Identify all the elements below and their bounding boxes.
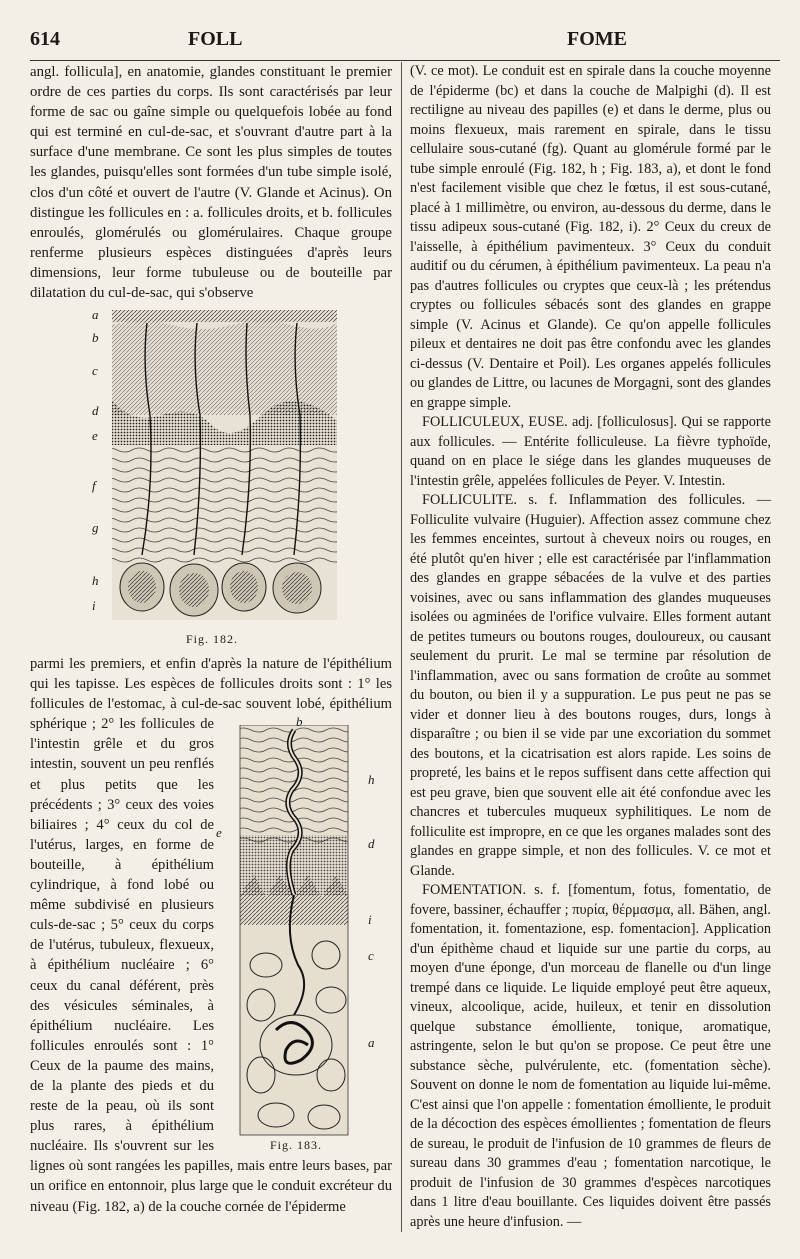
column-divider (401, 62, 402, 1232)
figure-182-illustration (102, 305, 342, 630)
page-number: 614 (30, 28, 60, 50)
fig182-label-c: c (92, 363, 98, 378)
fig183-label-b: b (296, 714, 303, 729)
fig182-label-h: h (92, 573, 99, 588)
fig182-label-d: d (92, 403, 99, 418)
fig183-label-d: d (368, 836, 375, 851)
left-header-word: FOLL (188, 28, 243, 50)
fig183-label-c: c (368, 948, 374, 963)
fig182-label-g: g (92, 520, 99, 535)
entry-folliculeux: FOLLICULEUX, EUSE. adj. [folliculosus]. Qui se rapporte aux follicules. — Entérite folliculeuse. La fièvre typhoïde, quand on en place le siége dans les glandes muqueuses de l'intestin grêle, appelées follicules de Peyer. V. Intestin. (410, 414, 771, 489)
fig183-label-i: i (368, 912, 372, 927)
paragraph: angl. follicula], en anatomie, glandes constituant le premier ordre de ces parties du corps. Ils sont caractérisés par leur forme de sac ou gaîne simple ou quelquefois lobée au fond qui est terminé en cul-de-sac, et s'ouvrant d'autre part à la surface d'une membrane. Ce sont les plus simples de toutes les glandes, puisqu'elles sont formées d'un tube simple isolé, clos d'un côté et ouvert de l'autre (V. Glande et Acinus). On distingue les follicules en : a. follicules droits, et b. follicules enroulés, glomérulés ou glomérulaires. Chaque groupe renferme plusieurs espèces distinguées d'après leurs dimensions, leur forme tubuleuse ou de bouteille par dilatation du cul-de-sac, qui s'observe (30, 64, 392, 302)
fig182-label-b: b (92, 330, 99, 345)
fig182-label-a: a (92, 307, 99, 322)
fig182-caption: Fig. 182. (186, 632, 239, 646)
entry-fomentation: FOMENTATION. s. f. [fomentum, fotus, fomentatio, de fovere, bassiner, échauffer ; πυρία, θέρμασμα, all. Bähen, angl. fomentation, it. fomentazione, esp. fomentacion]. Application d'un épithème chaud et liquide sur une partie du corps, au moyen d'une éponge, d'un morceau de flanelle ou d'un linge trempé dans ce liquide. Le liquide employé peut être aqueux, vineux, alcoolique, acide, huileux, et tenir en dissolution quelque substance émolliente, tonique, aromatique, astringente, selon le but qu'on se propose. Ce peut être une substance sèche, pulvérulente, etc. (fomentation sèche). Souvent on donne le nom de fomentation au liquide lui-même. C'est ainsi que l'on appelle : fomentation émolliente, le produit de la décoction des espèces émollientes ; fomentation de fleurs de sureau, le produit de l'infusion de 10 grammes de fleurs de sureau dans 30 grammes d'eau ; fomentation narcotique, le produit de l'infusion de 30 grammes d'espèces narcotiques dans 1 litre d'eau bouillante. Ces liquides doivent être passés après une heure d'infusion. — (410, 882, 771, 1230)
fig183-label-h: h (368, 772, 375, 787)
fig182-label-i: i (92, 598, 96, 613)
figure-183-illustration (236, 725, 368, 1140)
left-column-top (30, 62, 392, 303)
paragraph: parmi les premiers, et enfin d'après la nature de l'épithélium qui les tapisse. Les espèces de follicules droits sont : 1° les follicules de l'estomac, à cul-de-sac souvent lobé, épithélium sphérique ; 2° les follicules de l'intestin grêle et du gros intestin, souvent un peu renflés et plus petits que les précédents ; 3° ceux des voies biliaires ; 4° ceux du col de l'utérus, larges, en forme de bouteille, à épithélium cylindrique, à fond lobé ou même subdivisé en plusieurs culs-de-sac ; 5° ceux du corps de l'utérus, tubuleux, flexueux, à épithélium nucléaire ; 6° ceux du canal déférent, près des vésicules séminales, à épithélium nucléaire. Les follicules enroulés sont : 1° Ceux de la paume des mains, de la plante des pieds et du reste de la peau, où ils sont plus rares, à épithélium nucléaire. Ils s'ouvrent sur les lignes où sont rangées les papilles, mais entre leurs bases, par un orifice en entonnoir, plus large que le conduit excréteur du niveau (Fig. 182, a) de la couche cornée de l'épiderme (30, 656, 392, 1215)
fig183-label-a: a (368, 1035, 375, 1050)
running-header (0, 28, 800, 58)
right-column (410, 62, 771, 1232)
paragraph: (V. ce mot). Le conduit est en spirale dans la couche moyenne de l'épiderme (bc) et dans la couche de Malpighi (d). Il est rectiligne au niveau des papilles (e) et dans le derme, plus ou moins flexueux, mais rarement en spirale, dans le tissu cellulaire sous-cutané (fg). Quant au glomérule formé par le tube simple enroulé (Fig. 182, h ; Fig. 183, a), et dont le fond n'est facilement visible que chez le fœtus, il est sous-cutané, placé à 1 millimètre, ou environ, au-dessous du derme, dans le tissu adipeux sous-cutané (Fig. 182, i). 2° Ceux du creux de l'aisselle, à épithélium pavimenteux. 3° Ceux du conduit auditif ou du cérumen, à épithélium pavimenteux. La peau n'a pas d'autres follicules ou cryptes que ceux-là ; les prétendus cryptes ou follicules sébacés sont des glandes en grappe simple (V. Acinus et Glande). Ce qu'on appelle follicules pileux et dentaires ne doit pas être confondu avec les glandes ci-dessus (V. Dentaire et Poil). Les organes appelés follicules ou glandes de Littre, ou lacunes de Morgagni, sont des glandes en grappe simple. (410, 63, 771, 411)
right-header-word: FOME (567, 28, 627, 50)
fig182-label-f: f (92, 478, 96, 493)
entry-folliculite: FOLLICULITE. s. f. Inflammation des follicules. — Folliculite vulvaire (Huguier). Affection assez commune chez les femmes enceintes, surtout à cheveux noirs ou rouges, en été plutôt qu'en hiver ; elle est caractérisée par l'inflammation des glandes en grappe sébacées de la vulve et des parties voisines, avec ou sans inflammation des glandes muqueuses isolées ou agminées de l'orifice vulvaire. Elles forment autant de petites tumeurs ou boutons rouges, douloureux, ou causant seulement du prurit. Le mal se termine par résolution de l'inflammation, avec ou sans formation de croûte au sommet du bouton, ou bien il y a suppuration. Le pus peut ne pas se vider et donner lieu à des boutons rouges, durs, longs à disparaître ; ou bien il se vide par une excoriation du sommet des boutons, et la cicatrisation est alors rapide. Les soins de propreté, les bains et le repos suffisent dans cette affection qui est peu grave, bien que souvent elle ait été confondue avec les chancres et tubercules muqueux syphilitiques. Le nom de folliculite est impropre, en ce que les organes malades sont des glandes en grappe simple, et non des follicules. V. ce mot et Glande. (410, 492, 771, 879)
fig183-label-e: e (216, 825, 222, 840)
fig183-caption: Fig. 183. (270, 1138, 323, 1152)
header-rule (30, 60, 780, 61)
fig182-label-e: e (92, 428, 98, 443)
